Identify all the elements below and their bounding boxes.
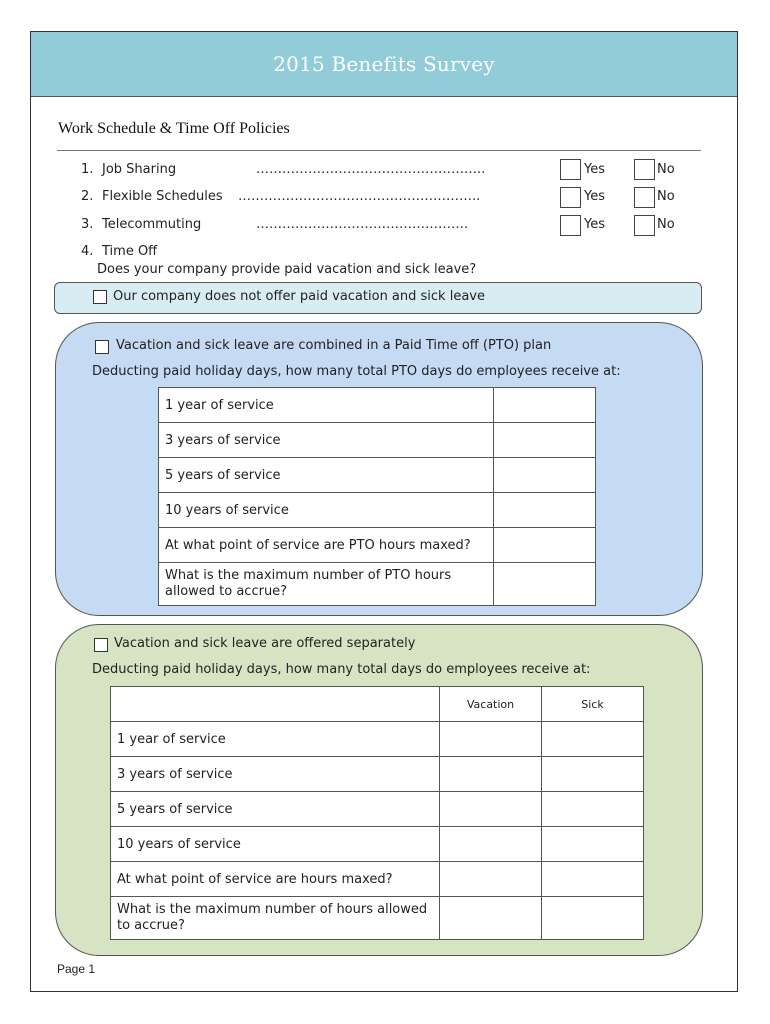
question-flexible-schedules <box>81 189 711 209</box>
table-row <box>111 722 644 757</box>
question-label: Flexible Schedules <box>102 189 223 204</box>
table-row <box>111 792 644 827</box>
pto-input-cell[interactable] <box>494 493 596 528</box>
leader-dots: ……………………………………………….. <box>238 189 481 204</box>
column-header-vacation: Vacation <box>440 687 542 722</box>
vacation-input-cell[interactable] <box>440 722 542 757</box>
sick-input-cell[interactable] <box>542 792 644 827</box>
pto-input-cell[interactable] <box>494 423 596 458</box>
pto-input-cell[interactable] <box>494 458 596 493</box>
leader-dots: …………………………………………….. <box>256 162 486 177</box>
question-number: 4. <box>81 244 94 259</box>
telecommuting-yes-checkbox[interactable] <box>560 215 581 236</box>
yes-label: Yes <box>584 162 605 177</box>
no-offer-label: Our company does not offer paid vacation and sick leave <box>113 289 485 304</box>
no-label: No <box>657 162 675 177</box>
sick-input-cell[interactable] <box>542 827 644 862</box>
row-label: 3 years of service <box>111 757 440 792</box>
section-title: Work Schedule & Time Off Policies <box>58 120 290 137</box>
question-label: Time Off <box>102 244 158 259</box>
section-divider <box>57 150 701 151</box>
table-row <box>111 897 644 940</box>
sick-input-cell[interactable] <box>542 757 644 792</box>
vacation-input-cell[interactable] <box>440 827 542 862</box>
pto-checkbox[interactable] <box>95 340 109 354</box>
vacation-input-cell[interactable] <box>440 862 542 897</box>
separate-prompt: Deducting paid holiday days, how many total days do employees receive at: <box>92 662 591 677</box>
row-label: What is the maximum number of hours allowed to accrue? <box>111 897 440 940</box>
no-offer-option <box>54 282 702 314</box>
title-banner <box>31 32 737 97</box>
page-number: Page 1 <box>57 962 96 976</box>
table-header-row <box>111 687 644 722</box>
column-header-blank <box>111 687 440 722</box>
pto-prompt: Deducting paid holiday days, how many total PTO days do employees receive at: <box>92 364 621 379</box>
separate-checkbox[interactable] <box>94 638 108 652</box>
row-label: 10 years of service <box>111 827 440 862</box>
pto-input-cell[interactable] <box>494 388 596 423</box>
job-sharing-no-checkbox[interactable] <box>634 159 655 180</box>
sick-input-cell[interactable] <box>542 862 644 897</box>
job-sharing-yes-checkbox[interactable] <box>560 159 581 180</box>
question-label: Telecommuting <box>102 217 202 232</box>
separate-option-label: Vacation and sick leave are offered separately <box>114 636 416 651</box>
table-row <box>159 528 596 563</box>
yes-label: Yes <box>584 217 605 232</box>
question-label: Job Sharing <box>102 162 177 177</box>
pto-input-cell[interactable] <box>494 563 596 606</box>
no-offer-checkbox[interactable] <box>93 290 107 304</box>
row-label: 1 year of service <box>159 388 494 423</box>
row-label: 10 years of service <box>159 493 494 528</box>
table-row <box>111 862 644 897</box>
vacation-input-cell[interactable] <box>440 792 542 827</box>
row-label: At what point of service are hours maxed? <box>111 862 440 897</box>
row-label: 5 years of service <box>111 792 440 827</box>
sick-input-cell[interactable] <box>542 897 644 940</box>
row-label: What is the maximum number of PTO hours allowed to accrue? <box>159 563 494 606</box>
survey-page <box>30 31 738 992</box>
leader-dots: …………………………………………. <box>256 217 469 232</box>
table-row <box>111 757 644 792</box>
yes-label: Yes <box>584 189 605 204</box>
no-label: No <box>657 189 675 204</box>
vacation-input-cell[interactable] <box>440 897 542 940</box>
table-row <box>159 493 596 528</box>
row-label: 3 years of service <box>159 423 494 458</box>
row-label: At what point of service are PTO hours maxed? <box>159 528 494 563</box>
question-number: 2. <box>81 189 94 204</box>
separate-table <box>110 686 644 940</box>
flexible-schedules-no-checkbox[interactable] <box>634 187 655 208</box>
table-row <box>159 458 596 493</box>
question-number: 3. <box>81 217 94 232</box>
vacation-input-cell[interactable] <box>440 757 542 792</box>
flexible-schedules-yes-checkbox[interactable] <box>560 187 581 208</box>
row-label: 5 years of service <box>159 458 494 493</box>
question-telecommuting <box>81 217 711 237</box>
pto-option-label: Vacation and sick leave are combined in a Paid Time off (PTO) plan <box>116 338 552 353</box>
question-job-sharing <box>81 162 711 182</box>
question-number: 1. <box>81 162 94 177</box>
no-label: No <box>657 217 675 232</box>
column-header-sick: Sick <box>542 687 644 722</box>
table-row <box>159 388 596 423</box>
question-time-off <box>81 244 481 264</box>
sick-input-cell[interactable] <box>542 722 644 757</box>
telecommuting-no-checkbox[interactable] <box>634 215 655 236</box>
time-off-question: Does your company provide paid vacation and sick leave? <box>97 262 477 277</box>
table-row <box>159 423 596 458</box>
pto-table <box>158 387 596 606</box>
table-row <box>159 563 596 606</box>
row-label: 1 year of service <box>111 722 440 757</box>
table-row <box>111 827 644 862</box>
pto-input-cell[interactable] <box>494 528 596 563</box>
page-title: 2015 Benefits Survey <box>273 52 495 76</box>
